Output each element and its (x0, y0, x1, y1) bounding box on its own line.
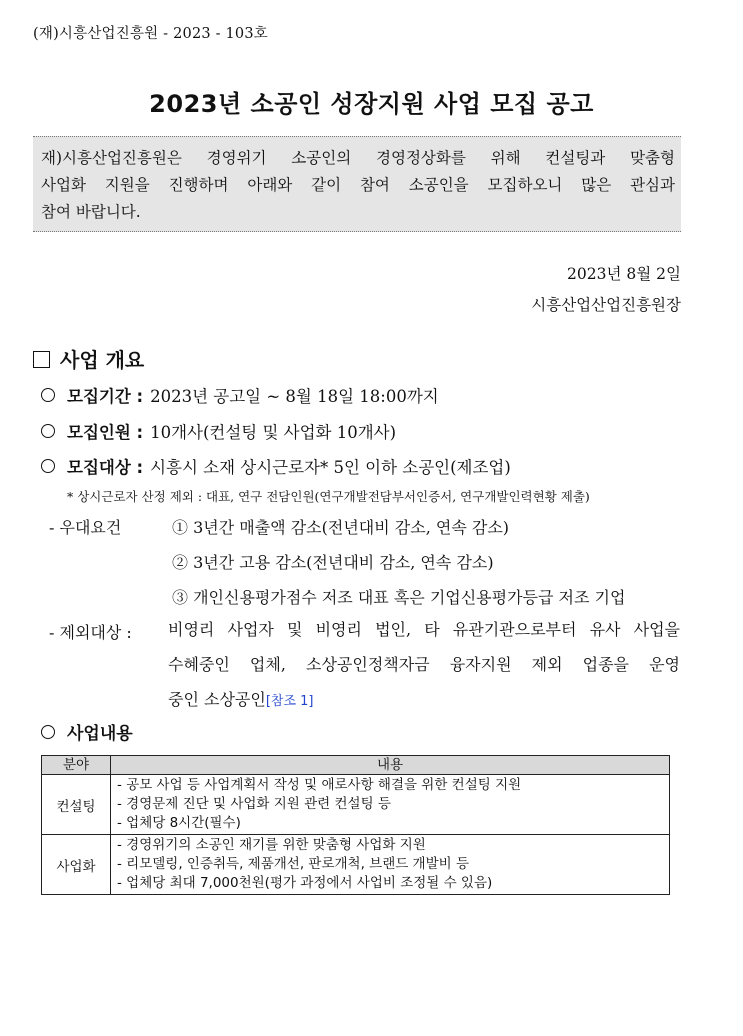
row-field: 컨설팅 (42, 775, 111, 835)
intro-line: 사업화 지원을 진행하며 아래와 같이 참여 소공인을 모집하오니 많은 관심과 (41, 176, 675, 194)
table-row (42, 835, 670, 895)
exclusion-line: 비영리 사업자 및 비영리 법인, 타 유관기관으로부터 유사 사업을 (168, 620, 680, 639)
intro-line: 재)시흥산업진흥원은 경영위기 소공인의 경영정상화를 위해 컨설팅과 맞춤형 (41, 149, 675, 167)
preference-item: ① 3년간 매출액 감소(전년대비 감소, 연속 감소) (172, 518, 510, 537)
row-content (111, 775, 670, 835)
announcement-date: 2023년 8월 2일 (567, 265, 681, 283)
exclusion-text (168, 614, 680, 715)
circle-bullet-icon (41, 388, 55, 402)
preference-label: - 우대요건 (49, 518, 122, 537)
recruit-period-item (41, 383, 439, 407)
content-item: - 경영위기의 소공인 재기를 위한 맞춤형 사업화 지원 (117, 837, 426, 853)
exclusion-label: - 제외대상 : (49, 623, 132, 642)
recruit-count-item (41, 419, 396, 443)
section-title: 사업 개요 (60, 348, 145, 372)
row-field: 사업화 (42, 835, 111, 895)
preference-item: ② 3년간 고용 감소(전년대비 감소, 연속 감소) (172, 553, 494, 572)
section-heading-overview (33, 344, 144, 373)
column-header-content: 내용 (111, 756, 670, 775)
business-content-table (41, 755, 670, 895)
section-heading-content (41, 719, 133, 744)
recruit-target-value: 시흥시 소재 상시근로자* 5인 이하 소공인(제조업) (150, 458, 511, 477)
signer: 시흥산업산업진흥원장 (531, 296, 681, 314)
recruit-period-value: 2023년 공고일 ~ 8월 18일 18:00까지 (150, 387, 439, 406)
row-content (111, 835, 670, 895)
table-row (42, 775, 670, 835)
content-item: - 업체당 8시간(필수) (117, 815, 241, 831)
content-item: - 공모 사업 등 사업계획서 작성 및 애로사항 해결을 위한 컨설팅 지원 (117, 777, 522, 793)
content-item: - 업체당 최대 7,000천원(평가 과정에서 사업비 조정될 수 있음) (117, 875, 493, 891)
section-title: 사업내용 (67, 724, 133, 744)
recruit-count-label: 모집인원 : (67, 423, 144, 442)
exclusion-line: 중인 소상공인 (168, 690, 266, 709)
circle-bullet-icon (41, 459, 55, 473)
circle-bullet-icon (41, 725, 55, 739)
intro-box (33, 136, 681, 232)
exclusion-line: 수혜중인 업체, 소상공인정책자금 융자지원 제외 업종을 운영 (168, 655, 680, 674)
content-item: - 리모델링, 인증취득, 제품개선, 판로개척, 브랜드 개발비 등 (117, 856, 470, 872)
content-item: - 경영문제 진단 및 사업화 지원 관련 컨설팅 등 (117, 796, 391, 812)
circle-bullet-icon (41, 424, 55, 438)
recruit-target-item (41, 454, 511, 478)
recruit-target-label: 모집대상 : (67, 458, 144, 477)
table-header-row (42, 756, 670, 775)
preference-item: ③ 개인신용평가점수 저조 대표 혹은 기업신용평가등급 저조 기업 (172, 588, 626, 607)
column-header-field: 분야 (42, 756, 111, 775)
page-title: 2023년 소공인 성장지원 사업 모집 공고 (149, 90, 594, 118)
intro-line: 참여 바랍니다. (41, 203, 141, 221)
target-footnote: * 상시근로자 산정 제외 : 대표, 연구 전담인원(연구개발전담부서인증서, 연구개발인력현황 제출) (67, 489, 590, 504)
document-number: (재)시흥산업진흥원 - 2023 - 103호 (33, 26, 268, 42)
reference-link[interactable]: [참조 1] (265, 694, 314, 709)
checkbox-square-icon (33, 351, 50, 368)
recruit-count-value: 10개사(컨설팅 및 사업화 10개사) (150, 423, 397, 442)
recruit-period-label: 모집기간 : (67, 387, 144, 406)
